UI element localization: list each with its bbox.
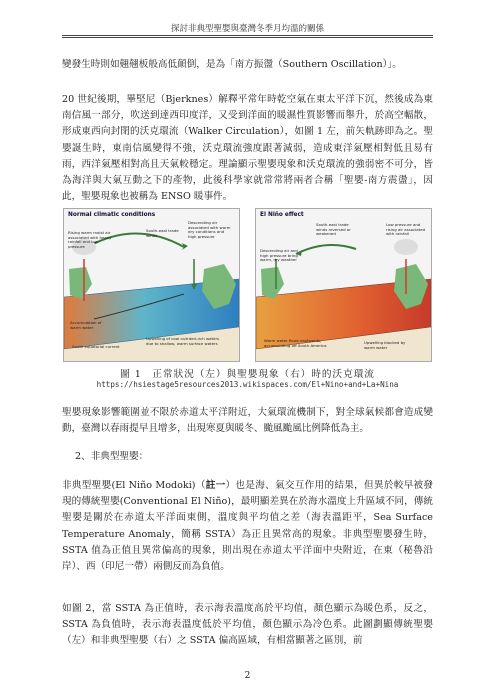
label-trade-winds: South-east trade winds: [146, 228, 179, 238]
label-trade-winds-reversed: South-east trade winds reversed or weakened: [316, 222, 351, 237]
label-warm-water-flows: Warm water flows eastwards, accumulating off South America: [264, 338, 327, 348]
label-rising-air: Rising warm moist air associated with heavy rainfall and low pressure: [68, 230, 112, 249]
running-header: 探討非典型聖嬰與臺灣冬季月均溫的關係: [170, 24, 324, 34]
paragraph-1: 變發生時則如翹翹板般高低顛倒，是為「南方振盪（Southern Oscillation）」。: [62, 59, 402, 70]
paragraph-4-lead: 非典型聖嬰(El Niño Modoki)（: [62, 480, 206, 491]
header-rule: [62, 35, 433, 38]
label-warm-water: Accumulation of warm water: [70, 320, 102, 330]
label-equatorial-current: South equatorial current: [72, 344, 120, 349]
figure-right-title: El Niño effect: [260, 212, 304, 218]
figure-normal-conditions: [63, 208, 240, 362]
paragraph-5: 如圖 2，當 SSTA 為正值時，表示海表溫度高於平均值，顏色顯示為暖色系，反之，SSTA 為負值時，表示海表溫度低於平均值，顏色顯示為冷色系。此圖劃顯傳統聖嬰（左）和非典型聖嬰（右）之 SSTA 偏高區域，有相當顯著之區別，前: [62, 603, 433, 647]
paragraph-2: 20 世紀後期，畢堅尼（Bjerknes）解釋平常年時乾空氣在東太平洋下沉，然後成為東南信風一部分，吹送到達西印度洋，又受到洋面的暖濕性質影響而舉升，於高空輻散，形成東西向封閉的沃克環流（Walker Circulation），如圖 1 左，前矢軌跡即為之。聖嬰誕生時，東南信風變得不強，沃克環流強度跟著減弱，造成東洋氣壓相對低且易有雨，西洋氣壓相對高且天氣較穩定。理論顯示聖嬰現象和沃克環流的強弱密不可分，皆為海洋與大氣互動之下的產物，此後科學家就常常將兩者合稱「聖嬰-南方震盪」，因此，聖嬰現象也被稱為 ENSO 暖事件。: [62, 94, 433, 203]
footnote-ref-1: 註一: [205, 480, 226, 491]
figure-el-nino-effect: [255, 208, 432, 362]
figure-source-url: https://hsiestage5resources2013.wikispaces.com/El+Nino+and+La+Nina: [96, 380, 399, 389]
paragraph-4-body: ）也是海、氣交互作用的結果，但異於較早被發現的傳統聖嬰(Conventional El Niño)，最明顯差異在於海水溫度上升區域不同，傳統聖嬰是關於在赤道太平洋面東側，溫度與平均值之差（海表溫距平，Sea Surface Temperature Anomaly，簡稱 SSTA）為正且異常高的現象。非典型聖嬰發生時，SSTA 值為正值且異常偏高的現象，則出現在赤道太平洋面中央附近，在東（秘魯沿岸）、西（印尼一帶）兩側反而為負值。: [62, 480, 433, 573]
label-upwelling-blocked: Upwelling blocked by warm water: [364, 340, 406, 350]
label-descending-air: Descending air associated with warm dry conditions and high pressure: [188, 220, 231, 239]
figure-caption: 圖 1 正常狀況（左）與聖嬰現象（右）時的沃克環流: [120, 369, 375, 380]
page-number: 2: [244, 671, 251, 681]
section-heading-2: 2、非典型聖嬰：: [75, 451, 149, 462]
paragraph-4: [62, 478, 433, 575]
label-upwelling: Upwelling of cool nutrient-rich waters due to shallow, warm surface waters: [146, 336, 220, 346]
label-descending-air-right: Descending air and high pressure bring warm, dry weather: [260, 248, 298, 263]
figure-left-title: Normal climatic conditions: [68, 212, 156, 218]
label-low-pressure: Low pressure and rising air associated with rainfall: [386, 222, 426, 237]
paragraph-3: 聖嬰現象影響範圍並不限於赤道太平洋附近，大氣環流機制下，對全球氣候都會造成變動，臺灣以春雨提早且增多，出現寒夏與暖冬、颱風颱風比例降低為主。: [62, 407, 433, 435]
